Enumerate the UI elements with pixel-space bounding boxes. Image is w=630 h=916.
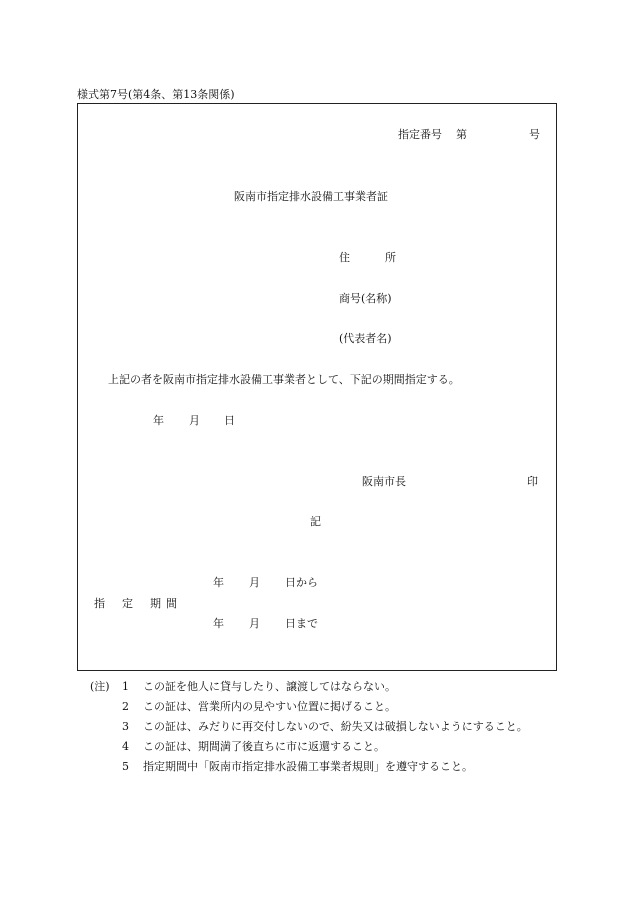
issue-day: 日: [224, 414, 235, 427]
note-num: 5: [122, 760, 129, 773]
certificate-title: 阪南市指定排水設備工事業者証: [234, 190, 388, 203]
period-label-2: 定: [122, 597, 133, 610]
note-num: 2: [122, 700, 129, 713]
trade-name-label: 商号(名称): [339, 292, 392, 305]
note-text: この証は、みだりに再交付しないので、紛失又は破損しないようにすること。: [143, 720, 528, 733]
ki-label: 記: [310, 515, 321, 528]
note-text: この証を他人に貸与したり、譲渡してはならない。: [143, 680, 396, 693]
issuer-name: 阪南市長: [362, 475, 406, 488]
form-label: 様式第7号(第4条、第13条関係): [77, 88, 235, 101]
note-num: 4: [122, 740, 129, 753]
period-label-1: 指: [94, 597, 105, 610]
period-to-month: 月: [249, 617, 260, 630]
address-label-2: 所: [385, 251, 396, 264]
note-text: 指定期間中「阪南市指定排水設備工事業者規則」を遵守すること。: [143, 760, 473, 773]
note-num: 3: [122, 720, 129, 733]
period-from-day: 日から: [285, 576, 318, 589]
note-text: この証は、期間満了後直ちに市に返還すること。: [143, 740, 385, 753]
number-dai: 第: [456, 128, 467, 141]
period-to-year: 年: [213, 617, 224, 630]
number-go: 号: [529, 128, 540, 141]
statement: 上記の者を阪南市指定排水設備工事業者として、下記の期間指定する。: [108, 373, 460, 386]
address-label-1: 住: [339, 251, 350, 264]
period-label-4: 間: [166, 597, 177, 610]
note-num: 1: [122, 680, 129, 693]
note-text: この証は、営業所内の見やすい位置に掲げること。: [143, 700, 396, 713]
period-from-year: 年: [213, 576, 224, 589]
notes-label: (注): [90, 680, 110, 693]
period-from-month: 月: [249, 576, 260, 589]
issue-year: 年: [153, 414, 164, 427]
period-label-3: 期: [150, 597, 161, 610]
representative-label: (代表者名): [339, 332, 392, 345]
seal-mark: 印: [527, 475, 538, 488]
issue-month: 月: [189, 414, 200, 427]
number-label: 指定番号: [398, 128, 442, 141]
period-to-day: 日まで: [285, 617, 318, 630]
